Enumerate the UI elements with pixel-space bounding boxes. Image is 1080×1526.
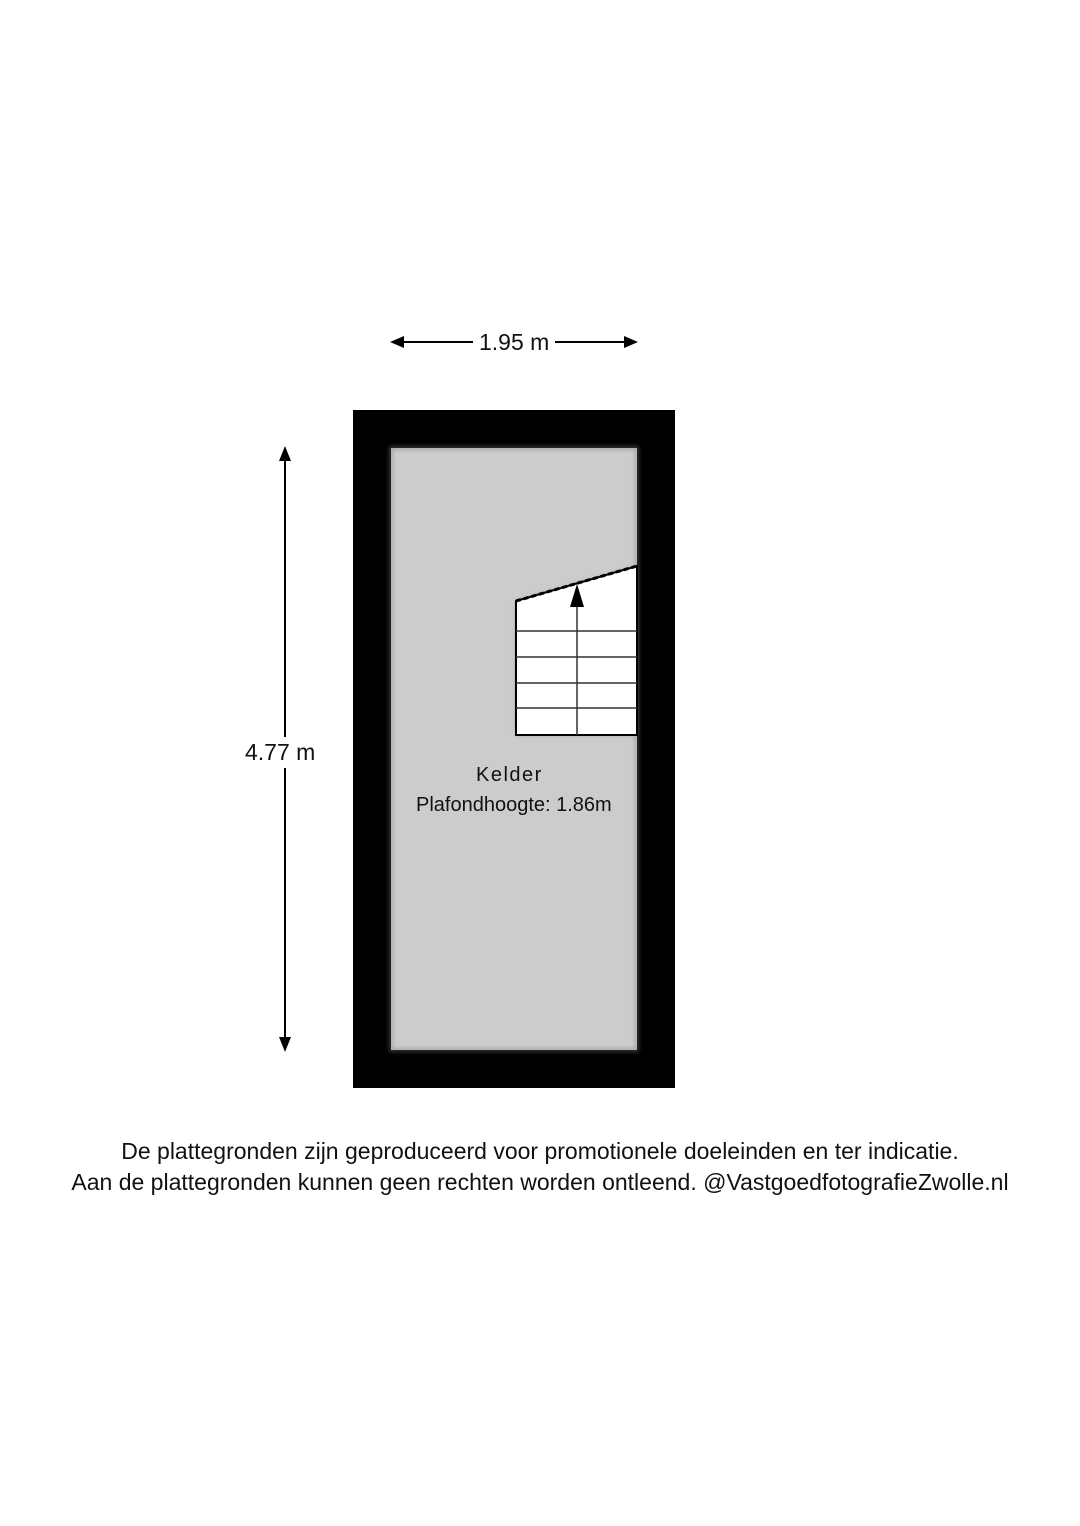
room-name-label: Kelder: [476, 764, 543, 786]
disclaimer: [0, 1136, 1080, 1198]
disclaimer-line-1: De plattegronden zijn geproduceerd voor promotionele doeleinden en ter indicatie.: [121, 1138, 959, 1164]
height-dimension-label: 4.77 m: [243, 737, 317, 768]
width-dimension-label: 1.95 m: [473, 331, 555, 354]
disclaimer-line-2: Aan de plattegronden kunnen geen rechten worden ontleend. @VastgoedfotografieZwolle.nl: [71, 1169, 1009, 1195]
ceiling-height-label: Plafondhoogte: 1.86m: [416, 794, 612, 816]
room-floor: [391, 448, 637, 1050]
